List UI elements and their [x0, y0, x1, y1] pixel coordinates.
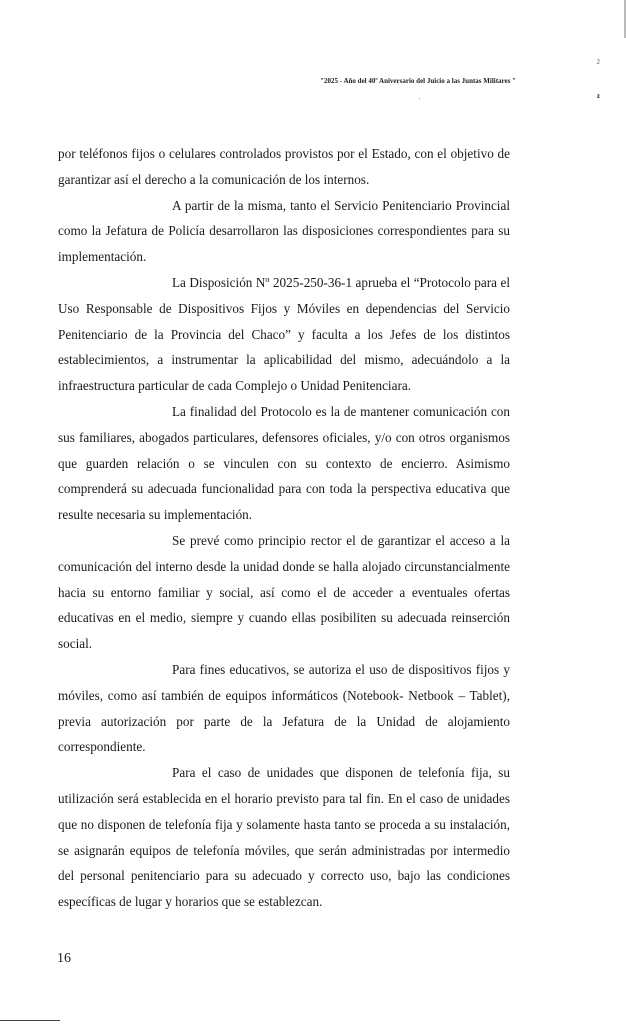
paragraph-3: La Disposición Nº 2025-250-36-1 aprueba el “Protocolo para el Uso Responsable de Dispositivos Fijos y Móviles en dependencias del Servicio Penitenciario de la Provincia del Chaco” y faculta a los Jefes de los distintos establecimientos, a instrumentar la aplicabilidad del mismo, adecuándolo a la infraestructura particular de cada Complejo o Unidad Penitenciara.: [58, 274, 510, 394]
paragraph-2: A partir de la misma, tanto el Servicio Penitenciario Provincial como la Jefatura de Policía desarrollaron las disposiciones correspondientes para su implementación.: [58, 197, 510, 265]
paragraph-1: por teléfonos fijos o celulares controlados provistos por el Estado, con el objetivo de garantizar así el derecho a la comunicación de los internos.: [58, 146, 510, 187]
paragraph-4: La finalidad del Protocolo es la de mantener comunicación con sus familiares, abogados particulares, defensores oficiales, y/o con otros organismos que guarden relación o se vinculen con su contexto de encierro. Asimismo comprenderá su adecuada funcionalidad para con toda la perspectiva educativa que resulte necesaria su implementación.: [58, 403, 510, 523]
paragraph-5: Se prevé como principio rector el de garantizar el acceso a la comunicación del interno desde la unidad donde se halla alojado circunstancialmente hacia su entorno familiar y social, así como el de acceder a eventuales ofertas educativas en el medio, siempre y cuando ellas posibiliten su adecuada reinserción social.: [58, 532, 510, 652]
page-number: 16: [57, 951, 71, 966]
paragraph-6: Para fines educativos, se autoriza el uso de dispositivos fijos y móviles, como así también de equipos informáticos (Notebook- Netbook – Tablet), previa autorización por parte de la Jefatura de la Unidad de alojamiento correspondiente.: [58, 661, 510, 755]
paragraph-7: Para el caso de unidades que disponen de telefonía fija, su utilización será establecida en el horario previsto para tal fin. En el caso de unidades que no disponen de telefonía fija y solamente hasta tanto se proceda a su instalación, se asignarán equipos de telefonía móviles, que serán administradas por intermedio del personal penitenciario para su adecuado y correcto uso, bajo las condiciones específicas de lugar y horarios que se establezcan.: [58, 765, 510, 910]
footer-rule: [0, 1020, 60, 1021]
header-title: "2025 - Año del 40º Aniversario del Juicio a las Juntas Militares ": [320, 77, 516, 85]
document-body: [58, 141, 510, 915]
margin-mark-top: 2: [596, 58, 600, 66]
header-dot: [419, 98, 420, 99]
margin-mark-bottom: z: [596, 92, 600, 100]
